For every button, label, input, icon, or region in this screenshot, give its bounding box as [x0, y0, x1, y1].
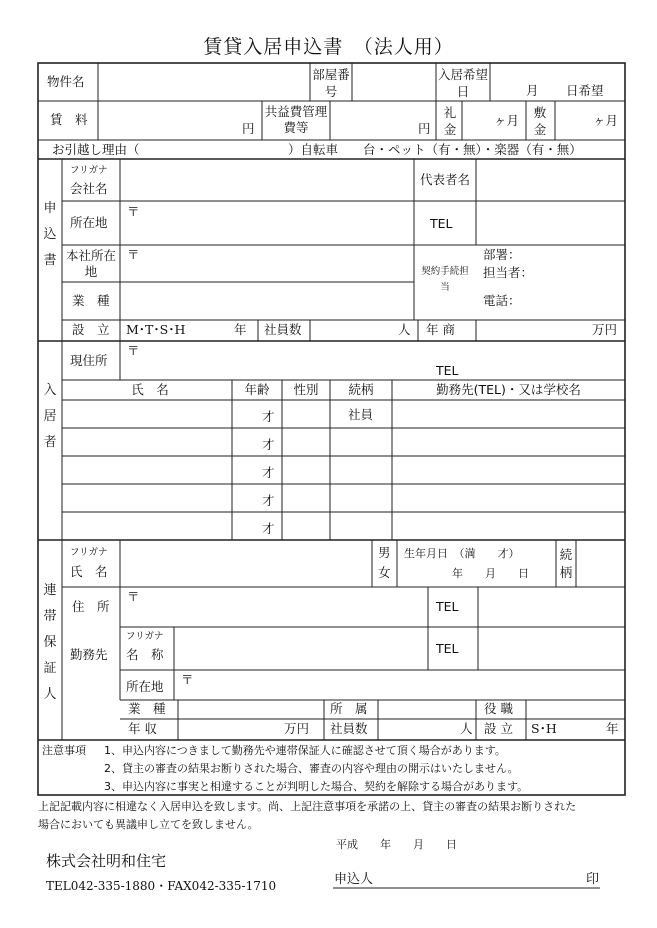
workplace-furigana-label: フリガナ	[126, 631, 164, 642]
notes-heading: 注意事項	[42, 744, 86, 757]
company-name-label: 会社名	[70, 181, 108, 196]
current-address-label: 現住所	[70, 353, 108, 368]
applicant-address-label: 所在地	[70, 215, 108, 230]
resident-relation-employee: 社員	[348, 407, 374, 422]
resident-age-unit: 才	[262, 409, 275, 424]
income-label: 年 収	[128, 721, 157, 736]
common-fee-yen-unit: 円	[418, 121, 431, 136]
company-tel-fax: TEL042-335-1880・FAX042-335-1710	[46, 879, 277, 893]
resident-age-unit: 才	[262, 493, 275, 508]
company-name: 株式会社明和住宅	[46, 852, 167, 870]
rent-yen-unit: 円	[242, 121, 255, 136]
employees-unit: 人	[398, 322, 411, 337]
era-options: M･T･S･H	[126, 322, 186, 337]
applicant-section-label: 申 込 書	[43, 201, 57, 268]
representative-label: 代表者名	[420, 172, 471, 187]
guarantor-postal-mark: 〒	[127, 589, 140, 604]
date-line: 平成 年 月 日	[336, 838, 457, 851]
property-name-label: 物件名	[47, 74, 85, 89]
note-item: 1、申込内容につきまして勤務先や連帯保証人に確認させて頂く場合があります。	[104, 744, 506, 757]
guarantor-section-label: 連 帯 保 証 人	[43, 583, 57, 702]
declaration-line: 場合においても異議申し立てを致しません。	[38, 818, 259, 831]
affiliation-label: 所 属	[330, 701, 368, 716]
deposit-months-unit: ヶ月	[593, 113, 619, 128]
hq-postal-mark: 〒	[127, 247, 140, 262]
guarantor-era-options: S･H	[531, 721, 557, 736]
guarantor-established-label: 設 立	[484, 721, 513, 736]
established-label: 設 立	[72, 322, 110, 337]
guarantor-relation-label: 続柄	[559, 547, 573, 580]
applicant-signature-label: 申込人	[334, 872, 374, 887]
income-unit: 万円	[284, 721, 310, 736]
current-tel-label: TEL	[436, 363, 459, 378]
declaration-line: 上記記載内容に相違なく入居申込を致します。尚、上記注意事項を承諾の上、貸主の審査の結果お断りされた	[38, 800, 577, 813]
resident-age-unit: 才	[262, 521, 275, 536]
female-option: 女	[378, 565, 391, 580]
guarantor-employees-label: 社員数	[330, 721, 368, 736]
guarantor-furigana-label: フリガナ	[70, 547, 108, 558]
common-fee-label: 共益費管理費等	[264, 104, 328, 135]
annual-sales-unit: 万円	[592, 322, 618, 337]
workplace-tel-label: TEL	[436, 641, 459, 656]
annual-sales-label: 年 商	[426, 322, 455, 337]
industry-label: 業 種	[72, 293, 110, 308]
contract-contact-label: 契約手続担当	[421, 266, 469, 293]
key-money-months-unit: ヶ月	[494, 113, 520, 128]
header-relation: 続柄	[348, 382, 374, 397]
guarantor-industry-label: 業 種	[128, 701, 166, 716]
note-item: 2、貸主の審査の結果お断りされた場合、審査の内容や理由の開示はいたしません。	[104, 762, 519, 775]
room-number-label: 部屋番号	[312, 67, 350, 99]
guarantor-tel-label: TEL	[436, 599, 459, 614]
guarantor-address-label: 住 所	[72, 599, 110, 614]
contact-phone-label: 電話：	[483, 293, 521, 308]
birth-date-label: 生年月日 （満 才）	[404, 547, 520, 560]
deposit-label: 敷金	[533, 105, 547, 137]
resident-age-unit: 才	[262, 437, 275, 452]
person-in-charge-label: 担当者：	[483, 265, 534, 280]
movein-day-desired: 日希望	[566, 83, 604, 98]
male-option: 男	[378, 545, 391, 560]
employees-label: 社員数	[264, 322, 302, 337]
note-item: 3、申込内容に事実と相違することが判明した場合、契約を解除する場合があります。	[104, 780, 529, 793]
birth-date-ymd: 年 月 日	[452, 567, 529, 580]
current-postal-mark: 〒	[127, 343, 140, 358]
bicycle-pet-instrument: ）自転車 台・ペット（有・無）・楽器（有・無）	[288, 142, 582, 157]
applicant-postal-mark: 〒	[127, 204, 140, 219]
form-title: 賃貸入居申込書 （法人用）	[203, 36, 454, 58]
header-age: 年齢	[244, 382, 270, 397]
header-gender: 性別	[293, 382, 319, 397]
rent-label: 賃 料	[50, 112, 88, 127]
header-workplace: 勤務先(TEL)・又は学校名	[436, 382, 581, 397]
guarantor-name-label: 氏 名	[70, 564, 108, 579]
key-money-label: 礼金	[443, 105, 457, 137]
position-label: 役 職	[484, 701, 513, 716]
residents-section-label: 入 居 者	[43, 383, 57, 450]
applicant-furigana-label: フリガナ	[70, 165, 108, 176]
guarantor-established-year-unit: 年	[606, 721, 619, 736]
guarantor-employees-unit: 人	[460, 721, 473, 736]
established-year-unit: 年	[234, 322, 247, 337]
resident-age-unit: 才	[262, 465, 275, 480]
workplace-label: 勤務先	[70, 647, 108, 662]
movein-date-label: 入居希望日	[438, 67, 489, 99]
workplace-postal-mark: 〒	[181, 672, 194, 687]
workplace-name-label: 名 称	[126, 647, 164, 662]
workplace-address-label: 所在地	[126, 679, 164, 694]
header-name: 氏 名	[131, 382, 169, 397]
moving-reason-label: お引越し理由（	[52, 142, 140, 157]
applicant-tel-label: TEL	[430, 216, 453, 231]
hq-address-label: 本社所在地	[65, 248, 116, 279]
movein-month-unit: 月	[526, 83, 539, 98]
department-label: 部署：	[483, 247, 521, 262]
seal-mark: 印	[586, 872, 600, 887]
